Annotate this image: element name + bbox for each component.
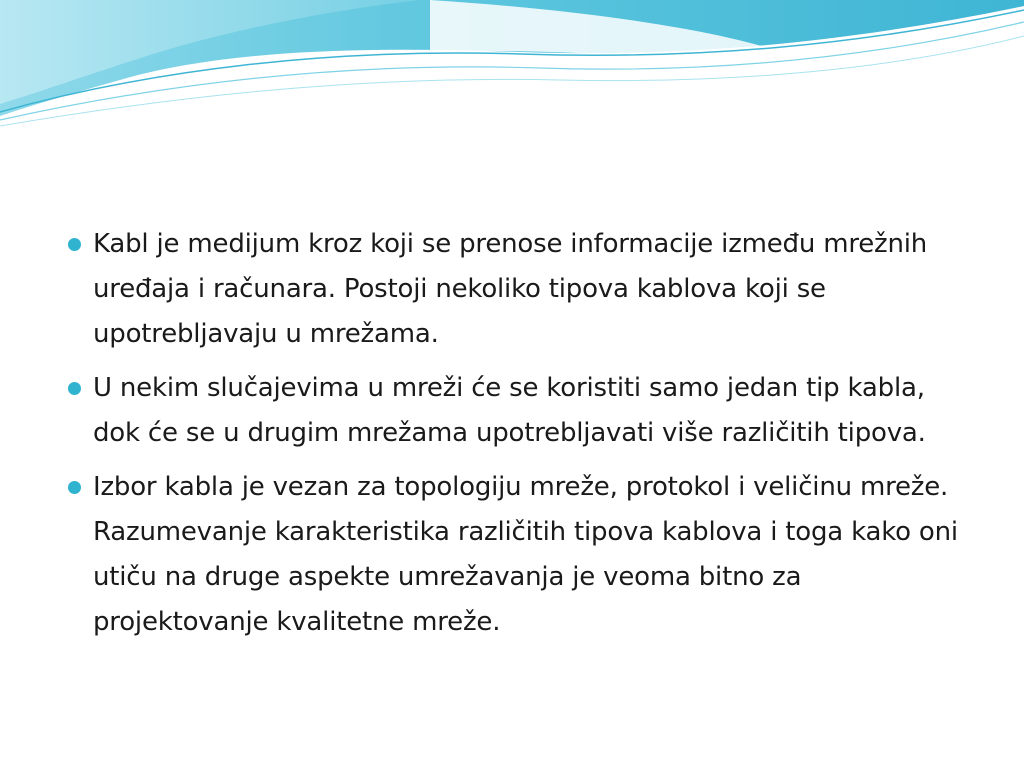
bullet-dot-icon (68, 481, 81, 494)
bullet-list-container (64, 222, 964, 654)
wave-header-decoration (0, 0, 1024, 130)
bullet-item (64, 222, 964, 357)
bullet-text: U nekim slučajevima u mreži će se koristiti samo jedan tip kabla, dok će se u drugim mrežama upotrebljavati više različitih tipova. (93, 373, 926, 448)
bullet-text: Kabl je medijum kroz koji se prenose informacije između mrežnih uređaja i računara. Postoji nekoliko tipova kablova koji se upotrebljavaju u mrežama. (93, 229, 928, 349)
bullet-dot-icon (68, 238, 81, 251)
bullet-item (64, 465, 964, 645)
bullet-dot-icon (68, 382, 81, 395)
bullet-item (64, 366, 964, 456)
bullet-list (64, 222, 964, 645)
bullet-text: Izbor kabla je vezan za topologiju mreže, protokol i veličinu mreže. Razumevanje karakteristika različitih tipova kablova i toga kako oni utiču na druge aspekte umrežavanja je veoma bitno za projektovanje kvalitetne mreže. (93, 472, 958, 637)
